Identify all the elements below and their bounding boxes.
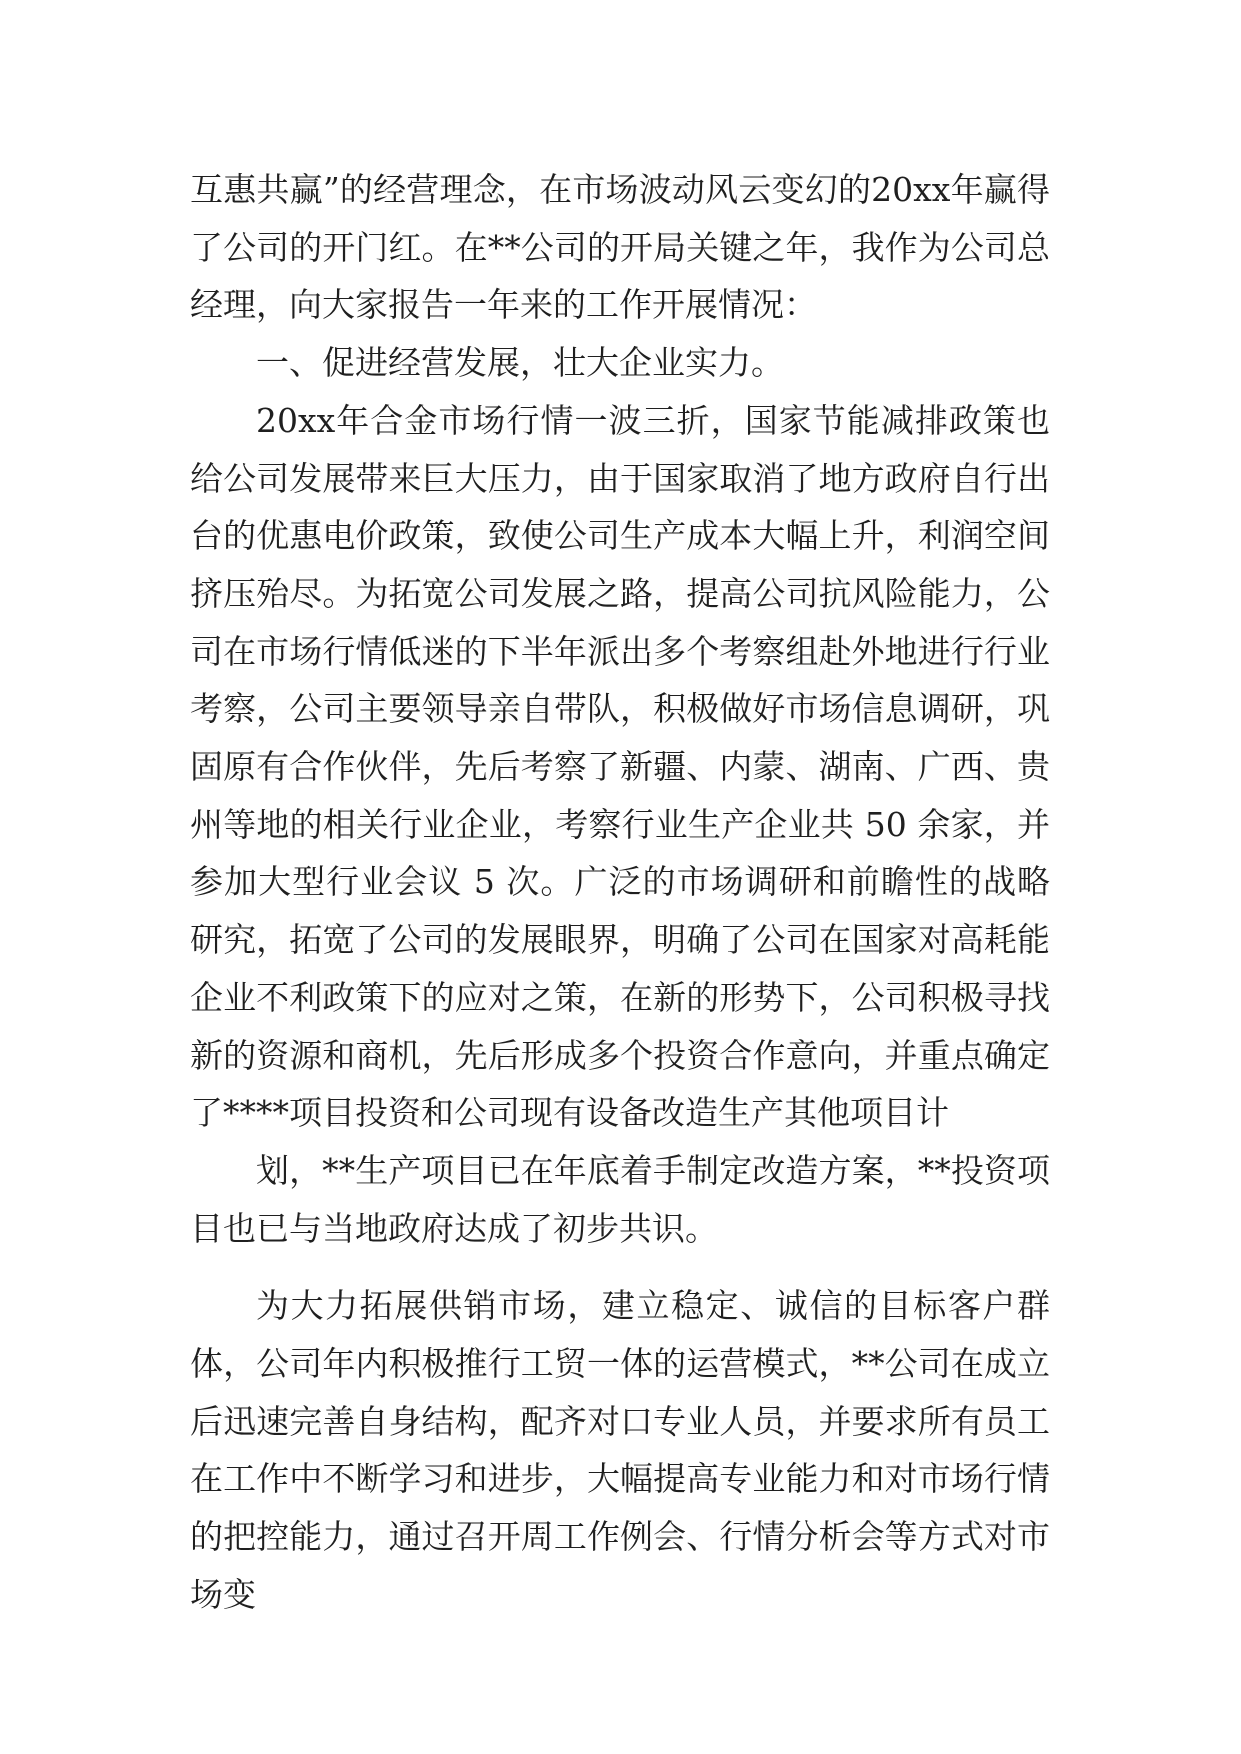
paragraph-market: 20xx年合金市场行情一波三折，国家节能减排政策也给公司发展带来巨大压力，由于国家取消了地方政府自行出台的优惠电价政策，致使公司生产成本大幅上升，利润空间挤压殆尽。为拓宽公司发展之路，提高公司抗风险能力，公司在市场行情低迷的下半年派出多个考察组赴外地进行行业考察，公司主要领导亲自带队，积极做好市场信息调研，巩固原有合作伙伴，先后考察了新疆、内蒙、湖南、广西、贵州等地的相关行业企业，考察行业生产企业共 50 余家，并参加大型行业会议 5 次。广泛的市场调研和前瞻性的战略研究，拓宽了公司的发展眼界，明确了公司在国家对高耗能企业不利政策下的应对之策，在新的形势下，公司积极寻找新的资源和商机，先后形成多个投资合作意向，并重点确定了****项目投资和公司现有设备改造生产其他项目计 [190,400,1050,1133]
section-heading: 一、促进经营发展，壮大企业实力。 [256,343,784,383]
paragraph-plan: 划，**生产项目已在年底着手制定改造方案，**投资项目也已与当地政府达成了初步共识。 [190,1150,1050,1248]
paragraph-sales: 为大力拓展供销市场，建立稳定、诚信的目标客户群体，公司年内积极推行工贸一体的运营模式，**公司在成立后迅速完善自身结构，配齐对口专业人员，并要求所有员工在工作中不断学习和进步，大幅提高专业能力和对市场行情的把控能力，通过召开周工作例会、行情分析会等方式对市场变 [190,1286,1050,1614]
paragraph-intro: 互惠共赢”的经营理念，在市场波动风云变幻的20xx年赢得了公司的开门红。在**公司的开局关键之年，我作为公司总经理，向大家报告一年来的工作开展情况： [190,170,1050,325]
document-body [190,161,1050,1624]
